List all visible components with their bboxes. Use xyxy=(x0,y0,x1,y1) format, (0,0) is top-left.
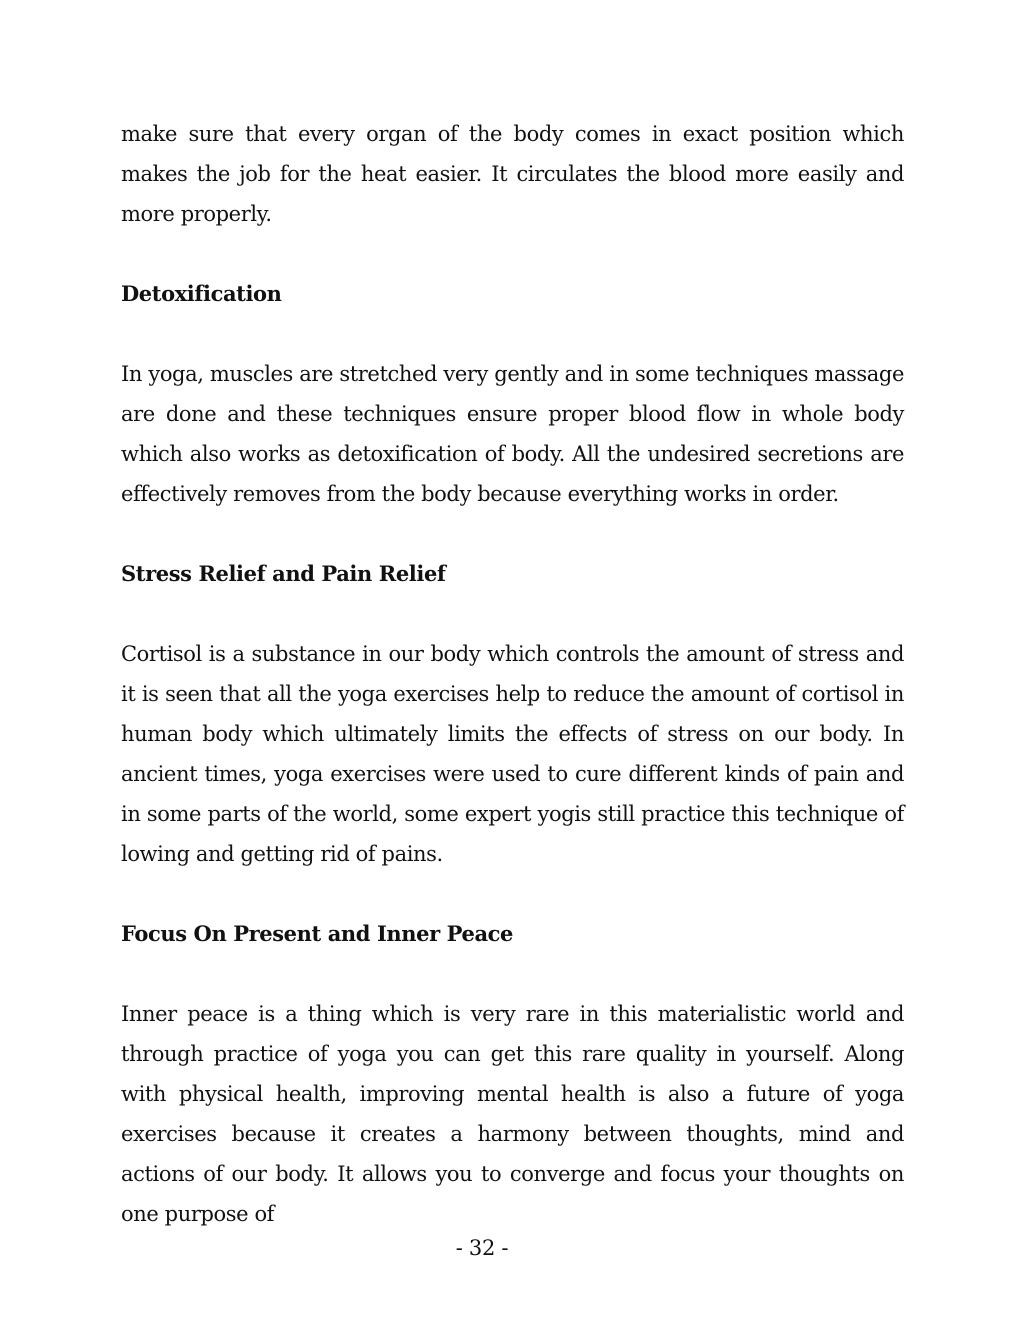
inner-peace-paragraph: Inner peace is a thing which is very rare in this materialistic world and through practice of yoga you can get this rare quality in yourself. Along with physical health, improving mental health is also a future of yoga exercises because it creates a harmony between thoughts, mind and actions of our body. It allows you to converge and focus your thoughts on one purpose of xyxy=(121,1002,904,1226)
spacer xyxy=(121,954,904,994)
detoxification-paragraph: In yoga, muscles are stretched very gently and in some techniques massage are done and these techniques ensure proper blood flow in whole body which also works as detoxification of body. All the undesired secretions are effectively removes from the body because everything works in order. xyxy=(121,362,904,506)
document-page xyxy=(121,114,904,1234)
spacer xyxy=(121,314,904,354)
spacer xyxy=(121,514,904,554)
spacer xyxy=(121,234,904,274)
stress-relief-heading: Stress Relief and Pain Relief xyxy=(121,561,446,586)
spacer xyxy=(121,874,904,914)
inner-peace-heading: Focus On Present and Inner Peace xyxy=(121,921,514,946)
stress-relief-paragraph: Cortisol is a substance in our body which controls the amount of stress and it is seen that all the yoga exercises help to reduce the amount of cortisol in human body which ultimately limits the effects of stress on our body. In ancient times, yoga exercises were used to cure different kinds of pain and in some parts of the world, some expert yogis still practice this technique of lowing and getting rid of pains. xyxy=(121,642,904,866)
spacer xyxy=(121,594,904,634)
page-number: - 32 - xyxy=(455,1236,509,1260)
detoxification-heading: Detoxification xyxy=(121,281,282,306)
intro-paragraph: make sure that every organ of the body comes in exact position which makes the job for the heat easier. It circulates the blood more easily and more properly. xyxy=(121,122,904,226)
